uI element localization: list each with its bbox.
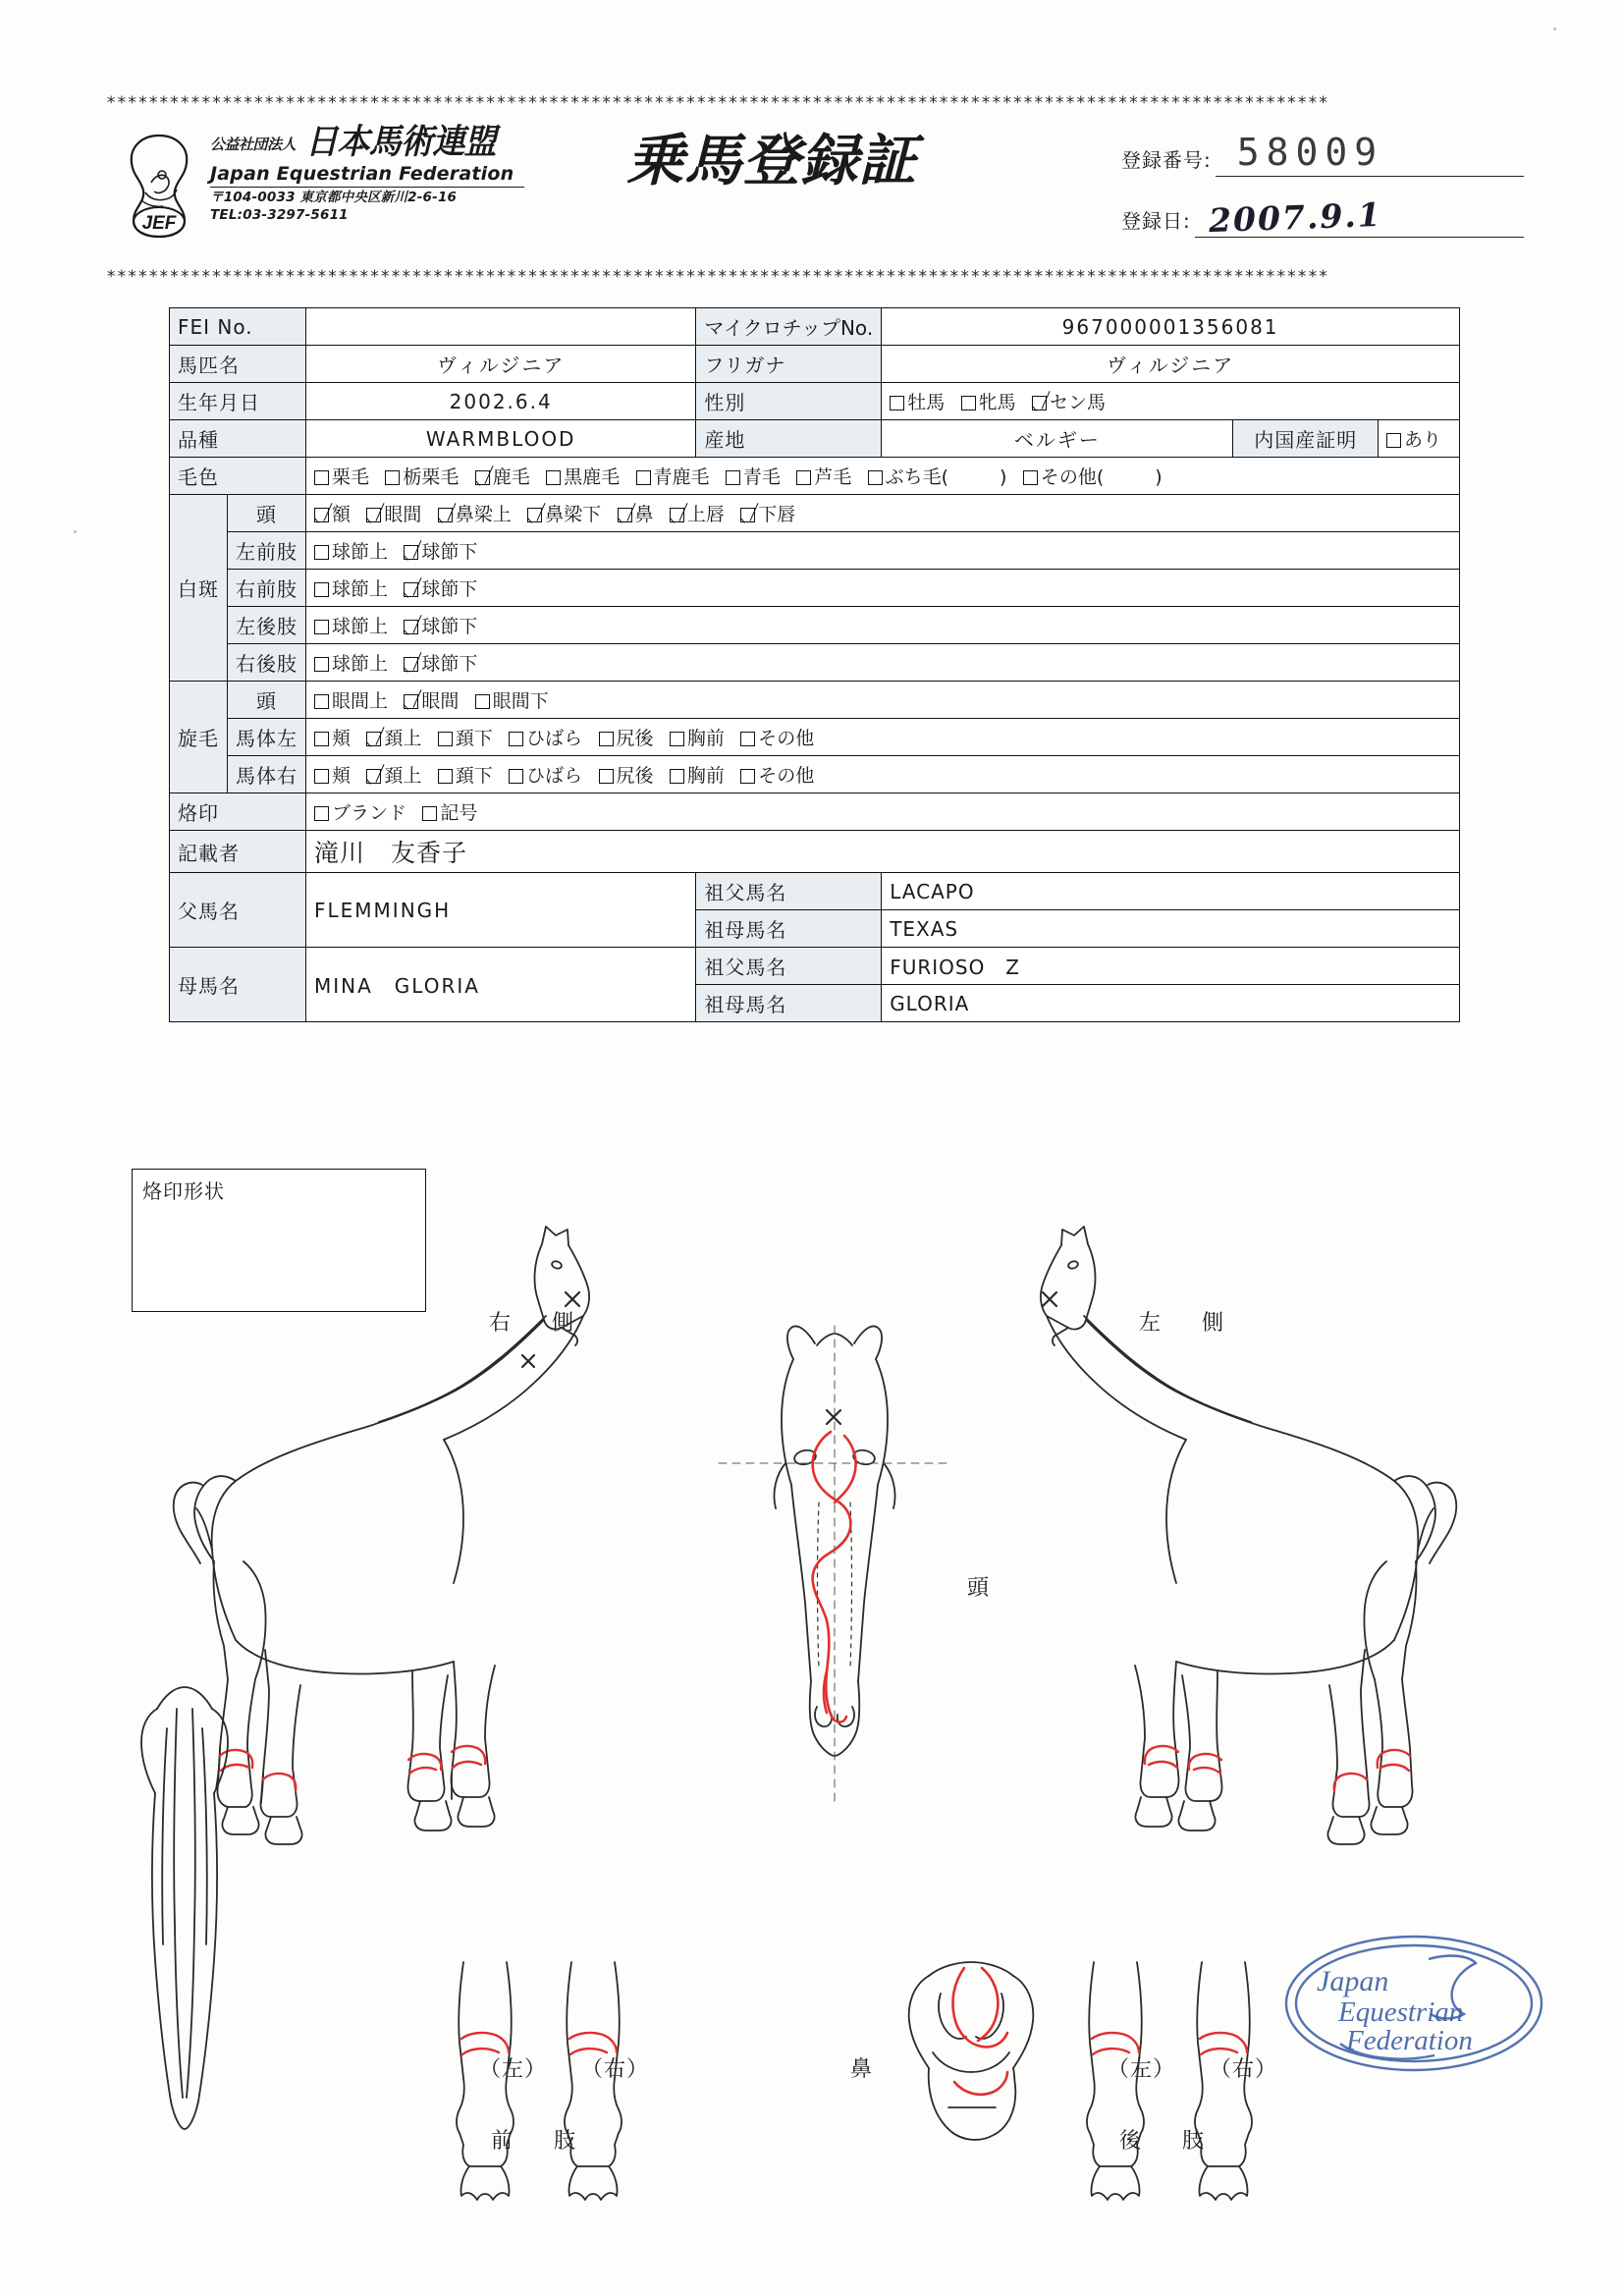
whorl-between-eyes[interactable] [404, 686, 459, 713]
muzzle-marking-red [952, 1968, 1007, 2095]
coat-option-aoge[interactable] [726, 463, 781, 489]
option-label: 球節下 [421, 653, 478, 675]
domestic-certificate-option[interactable] [1378, 420, 1459, 458]
white-head-label: 頭 [228, 495, 306, 532]
checkbox-checked-icon [366, 732, 381, 746]
registration-number-field[interactable] [1216, 132, 1524, 177]
checkbox-checked-icon [404, 657, 418, 672]
option-label: ひばら [526, 765, 583, 787]
sire-grandsire-value: LACAPO [882, 873, 1460, 910]
checkbox-icon [314, 694, 329, 709]
option-label: 眼間下 [492, 690, 549, 712]
front-limbs-view [457, 1962, 622, 2200]
checkbox-icon [546, 470, 561, 485]
nose-label: 鼻 [850, 2057, 874, 2082]
registration-number-row [1121, 132, 1524, 177]
white-marking-red [1145, 1746, 1410, 1791]
whorl-rear[interactable] [599, 761, 654, 788]
sire-value: FLEMMINGH [306, 873, 696, 948]
checkbox-icon [314, 470, 329, 485]
org-address: 〒104-0033 東京都中央区新川2-6-16 [210, 190, 458, 205]
coat-option-label: ぶち毛( [885, 466, 949, 488]
whorl-other[interactable] [740, 724, 814, 750]
org-name-japanese: 日本馬術連盟 [305, 123, 496, 162]
organization-block [210, 123, 622, 224]
limb-marking-red [1092, 2033, 1247, 2054]
white-limb-options [306, 532, 1460, 570]
option-label: 頬 [332, 765, 352, 787]
document-header [106, 123, 1524, 263]
white-head-upper-lip[interactable] [670, 500, 725, 526]
registration-date-field[interactable] [1195, 192, 1524, 241]
whorl-cheek[interactable] [314, 724, 351, 750]
checkbox-icon [314, 732, 329, 746]
sex-option-mare[interactable] [961, 388, 1016, 414]
checkbox-checked-icon [438, 508, 453, 522]
checkbox-icon [314, 806, 329, 821]
registration-date-row [1121, 192, 1524, 241]
option-label: ひばら [526, 728, 583, 749]
sire-label: 父馬名 [170, 873, 306, 948]
white-head-lower-bridge[interactable] [527, 500, 601, 526]
dam-grandsire-value: FURIOSO Z [882, 948, 1460, 985]
seal-line-2: Equestrian [1338, 1996, 1464, 2028]
table-row-white-right-front [170, 570, 1460, 607]
white-limb-above-fetlock[interactable] [314, 612, 388, 638]
option-label: 記号 [440, 802, 478, 824]
table-row-name [170, 346, 1460, 383]
horse-details-table [169, 307, 1460, 1022]
jef-seal-stamp [1281, 1920, 1546, 2087]
furigana-label: フリガナ [696, 346, 882, 383]
registration-number-label: 登録番号: [1121, 148, 1212, 172]
checkbox-icon [438, 732, 453, 746]
table-row-white-right-hind [170, 644, 1460, 682]
horse-name-value: ヴィルジニア [306, 346, 696, 383]
domestic-option-label: あり [1403, 429, 1441, 451]
checkbox-checked-icon [670, 508, 684, 522]
horse-rear-view [141, 1687, 228, 2129]
origin-value: ベルギー [882, 420, 1233, 458]
checkbox-icon [868, 470, 883, 485]
white-head-forehead[interactable] [314, 500, 351, 526]
breed-label: 品種 [170, 420, 306, 458]
writer-label: 記載者 [170, 831, 306, 873]
white-limb-above-fetlock[interactable] [314, 574, 388, 601]
coat-option-kage[interactable] [475, 463, 530, 489]
option-label: 頚上 [384, 728, 422, 749]
option-label: 胸前 [686, 728, 725, 749]
whorl-rear[interactable] [599, 724, 654, 750]
whorl-label: 旋毛 [170, 682, 228, 793]
seal-line-1: Japan [1317, 1965, 1389, 1997]
whorl-mark [827, 1410, 840, 1424]
page-title: 乗馬登録証 [626, 129, 917, 193]
coat-option-other[interactable]: その他( ) [1023, 463, 1163, 489]
brand-shape-label: 烙印形状 [142, 1179, 225, 1203]
checkbox-icon [475, 694, 490, 709]
checkbox-icon [1023, 470, 1038, 485]
birth-date-value: 2002.6.4 [306, 383, 696, 420]
checkbox-icon [599, 769, 614, 784]
org-name-english: Japan Equestrian Federation [210, 163, 514, 185]
sex-option-label: 牝馬 [978, 392, 1016, 413]
coat-option-kurige[interactable] [314, 463, 369, 489]
table-row-writer [170, 831, 1460, 873]
option-label: 鼻梁上 [455, 504, 512, 525]
scan-artifact [1553, 27, 1556, 30]
coat-option-kurokage[interactable] [546, 463, 620, 489]
table-row-brand [170, 793, 1460, 831]
front-left-label: （左） [479, 2057, 548, 2082]
sex-option-gelding[interactable] [1032, 388, 1106, 414]
white-marking-red [220, 1746, 485, 1791]
white-limb-above-fetlock[interactable] [314, 537, 388, 564]
domestic-option [1386, 425, 1441, 452]
registration-date-value: 2007.9.1 [1208, 194, 1383, 241]
checkbox-checked-icon [618, 508, 632, 522]
whorl-lower-neck[interactable] [438, 761, 493, 788]
white-limb-below-fetlock[interactable] [404, 537, 477, 564]
sex-option-label: セン馬 [1049, 392, 1106, 413]
option-label: 鼻梁下 [545, 504, 602, 525]
option-label: 上唇 [686, 504, 725, 525]
dam-grandsire-label: 祖父馬名 [696, 948, 882, 985]
coat-option-label: 栃栗毛 [403, 466, 460, 488]
checkbox-checked-icon [527, 508, 542, 522]
checkbox-icon [509, 769, 523, 784]
whorl-upper-neck[interactable] [366, 724, 421, 750]
white-limb-label: 右前肢 [228, 570, 306, 607]
option-label: 眼間 [421, 690, 460, 712]
sex-options [882, 383, 1460, 420]
org-divider [210, 187, 524, 188]
left-side-label: 左 側 [1139, 1311, 1234, 1336]
checkbox-icon [599, 732, 614, 746]
checkbox-icon [314, 769, 329, 784]
checkbox-checked-icon [366, 508, 381, 522]
fei-no-label: FEI No. [170, 308, 306, 346]
coat-option-label: 鹿毛 [492, 466, 530, 488]
option-label: 球節上 [332, 541, 389, 563]
sire-grandsire-label: 祖父馬名 [696, 873, 882, 910]
brand-label: 烙印 [170, 793, 306, 831]
white-limb-options [306, 644, 1460, 682]
domestic-certificate-label: 内国産証明 [1233, 420, 1378, 458]
writer-value: 滝川 友香子 [306, 831, 1460, 873]
org-telephone: TEL:03-3297-5611 [210, 207, 349, 224]
white-limb-label: 左前肢 [228, 532, 306, 570]
option-label: 球節下 [421, 616, 478, 637]
brand-option-brand[interactable] [314, 798, 406, 825]
seal-line-3: Federation [1346, 2025, 1473, 2056]
hind-limbs-label: 後 肢 [1119, 2129, 1215, 2154]
coat-option-ashige[interactable] [796, 463, 851, 489]
breed-value: WARMBLOOD [306, 420, 696, 458]
table-row-breed-origin [170, 420, 1460, 458]
front-limbs-label: 前 肢 [491, 2129, 586, 2154]
jef-logo-text: JEF [141, 213, 177, 234]
microchip-label: マイクロチップNo. [696, 308, 882, 346]
whorl-side-label: 馬体右 [228, 756, 306, 793]
table-row-fei [170, 308, 1460, 346]
muzzle-view [909, 1962, 1034, 2140]
option-label: 胸前 [686, 765, 725, 787]
table-row-birth-sex [170, 383, 1460, 420]
white-markings-label: 白斑 [170, 495, 228, 682]
whorl-lower-neck[interactable] [438, 724, 493, 750]
hind-limbs-view [1087, 1962, 1252, 2200]
white-head-nose[interactable] [618, 500, 654, 526]
front-right-label: （右） [581, 2057, 650, 2082]
whorl-head-label: 頭 [228, 682, 306, 719]
table-row-whorl-head [170, 682, 1460, 719]
whorl-flank[interactable] [509, 761, 582, 788]
birth-date-label: 生年月日 [170, 383, 306, 420]
hind-left-label: （左） [1108, 2057, 1176, 2082]
checkbox-icon [314, 582, 329, 597]
horse-left-side-view [1041, 1227, 1456, 1844]
checkbox-icon [509, 732, 523, 746]
whorl-above-eyes[interactable] [314, 686, 388, 713]
checkbox-icon [740, 732, 755, 746]
white-limb-label: 左後肢 [228, 607, 306, 644]
checkbox-icon [422, 806, 437, 821]
whorl-mark [1043, 1292, 1056, 1306]
coat-option-tochikurige[interactable] [385, 463, 459, 489]
registration-block [1121, 132, 1524, 253]
dam-granddam-value: GLORIA [882, 985, 1460, 1022]
whorl-cheek[interactable] [314, 761, 351, 788]
checkbox-icon [796, 470, 811, 485]
horse-name-label: 馬匹名 [170, 346, 306, 383]
sex-label: 性別 [696, 383, 882, 420]
hind-right-label: （右） [1210, 2057, 1278, 2082]
checkbox-checked-icon [404, 582, 418, 597]
option-label: 頬 [332, 728, 352, 749]
fei-no-value[interactable] [306, 308, 696, 346]
sire-granddam-value: TEXAS [882, 910, 1460, 948]
whorl-other[interactable] [740, 761, 814, 788]
option-label: 尻後 [616, 728, 654, 749]
checkbox-icon [314, 620, 329, 634]
checkbox-checked-icon [314, 508, 329, 522]
checkbox-icon [438, 769, 453, 784]
checkbox-icon [314, 657, 329, 672]
limb-marking-red [461, 2033, 617, 2054]
table-row-dam-gsire [170, 948, 1460, 985]
white-head-between-eyes[interactable] [366, 500, 421, 526]
brand-options [306, 793, 1460, 831]
sex-option-stallion[interactable] [890, 388, 945, 414]
coat-option-label: その他( [1040, 466, 1105, 488]
registration-date-label: 登録日: [1121, 209, 1191, 233]
table-row-whorl-left [170, 719, 1460, 756]
option-label: 鼻 [634, 504, 654, 525]
table-row-white-left-front [170, 532, 1460, 570]
star-rule-top: ******************************************************************************************************************** [106, 93, 1329, 113]
white-head-options [306, 495, 1460, 532]
option-label: 尻後 [616, 765, 654, 787]
checkbox-icon [740, 769, 755, 784]
checkbox-checked-icon [1032, 396, 1047, 410]
whorl-left-options [306, 719, 1460, 756]
table-row-white-left-hind [170, 607, 1460, 644]
dam-label: 母馬名 [170, 948, 306, 1022]
checkbox-checked-icon [740, 508, 755, 522]
origin-label: 産地 [696, 420, 882, 458]
white-limb-label: 右後肢 [228, 644, 306, 682]
option-label: 眼間 [384, 504, 422, 525]
checkbox-icon [636, 470, 651, 485]
checkbox-icon [890, 396, 904, 410]
coat-option-label: 青鹿毛 [653, 466, 710, 488]
microchip-value: 967000001356081 [882, 308, 1460, 346]
checkbox-icon [670, 769, 684, 784]
table-row-whorl-right [170, 756, 1460, 793]
brand-option-symbol[interactable] [422, 798, 477, 825]
option-label: 球節上 [332, 653, 389, 675]
checkbox-icon [385, 470, 400, 485]
checkbox-checked-icon [404, 620, 418, 634]
registration-number-value: 58009 [1236, 131, 1384, 174]
whorl-chest[interactable] [670, 761, 725, 788]
whorl-upper-neck[interactable] [366, 761, 421, 788]
table-row-sire-gsire [170, 873, 1460, 910]
whorl-right-options [306, 756, 1460, 793]
scan-artifact [74, 530, 77, 533]
checkbox-icon [1386, 433, 1401, 448]
option-label: 頚下 [455, 765, 493, 787]
option-label: 下唇 [758, 504, 796, 525]
coat-option-label: 青毛 [742, 466, 781, 488]
coat-option-buchige[interactable]: ぶち毛( ) [868, 463, 1007, 489]
white-limb-options [306, 570, 1460, 607]
white-limb-below-fetlock[interactable] [404, 574, 477, 601]
dam-granddam-label: 祖母馬名 [696, 985, 882, 1022]
checkbox-checked-icon [404, 694, 418, 709]
option-label: 球節上 [332, 616, 389, 637]
whorl-head-options [306, 682, 1460, 719]
white-limb-below-fetlock[interactable] [404, 649, 477, 676]
furigana-value: ヴィルジニア [882, 346, 1460, 383]
star-rule-bottom: ******************************************************************************************************************** [106, 267, 1329, 287]
whorl-side-label: 馬体左 [228, 719, 306, 756]
coat-option-label: 黒鹿毛 [564, 466, 621, 488]
horse-head-front-view [719, 1326, 952, 1803]
head-label: 頭 [967, 1576, 991, 1601]
white-limb-options [306, 607, 1460, 644]
checkbox-icon [726, 470, 740, 485]
coat-color-label: 毛色 [170, 458, 306, 495]
white-head-upper-bridge[interactable] [438, 500, 512, 526]
option-label: 頚上 [384, 765, 422, 787]
option-label: 球節上 [332, 578, 389, 600]
right-side-label: 右 側 [489, 1311, 584, 1336]
option-label: ブランド [332, 802, 407, 824]
checkbox-icon [670, 732, 684, 746]
option-label: その他 [758, 728, 815, 749]
checkbox-icon [961, 396, 976, 410]
sire-granddam-label: 祖母馬名 [696, 910, 882, 948]
option-label: 球節下 [421, 541, 478, 563]
option-label: その他 [758, 765, 815, 787]
white-limb-above-fetlock[interactable] [314, 649, 388, 676]
horse-right-side-view [174, 1227, 589, 1844]
table-row-coat-color [170, 458, 1460, 495]
jef-logo-icon [116, 132, 202, 240]
option-label: 球節下 [421, 578, 478, 600]
sex-option-label: 牡馬 [907, 392, 946, 413]
whorl-chest[interactable] [670, 724, 725, 750]
option-label: 頚下 [455, 728, 493, 749]
white-head-lower-lip[interactable] [740, 500, 795, 526]
coat-option-label: 栗毛 [332, 466, 370, 488]
whorl-flank[interactable] [509, 724, 582, 750]
table-row-white-head [170, 495, 1460, 532]
option-label: 額 [332, 504, 352, 525]
checkbox-icon [314, 545, 329, 560]
checkbox-checked-icon [366, 769, 381, 784]
dam-value: MINA GLORIA [306, 948, 696, 1022]
coat-option-aokage[interactable] [636, 463, 710, 489]
crosshair-guide [719, 1326, 952, 1803]
checkbox-checked-icon [404, 545, 418, 560]
option-label: 眼間上 [332, 690, 389, 712]
checkbox-checked-icon [475, 470, 490, 485]
whorl-below-eyes[interactable] [475, 686, 549, 713]
org-legal-type: 公益社団法人 [210, 136, 297, 153]
coat-color-options [306, 458, 1460, 495]
white-limb-below-fetlock[interactable] [404, 612, 477, 638]
coat-option-label: 芦毛 [814, 466, 852, 488]
